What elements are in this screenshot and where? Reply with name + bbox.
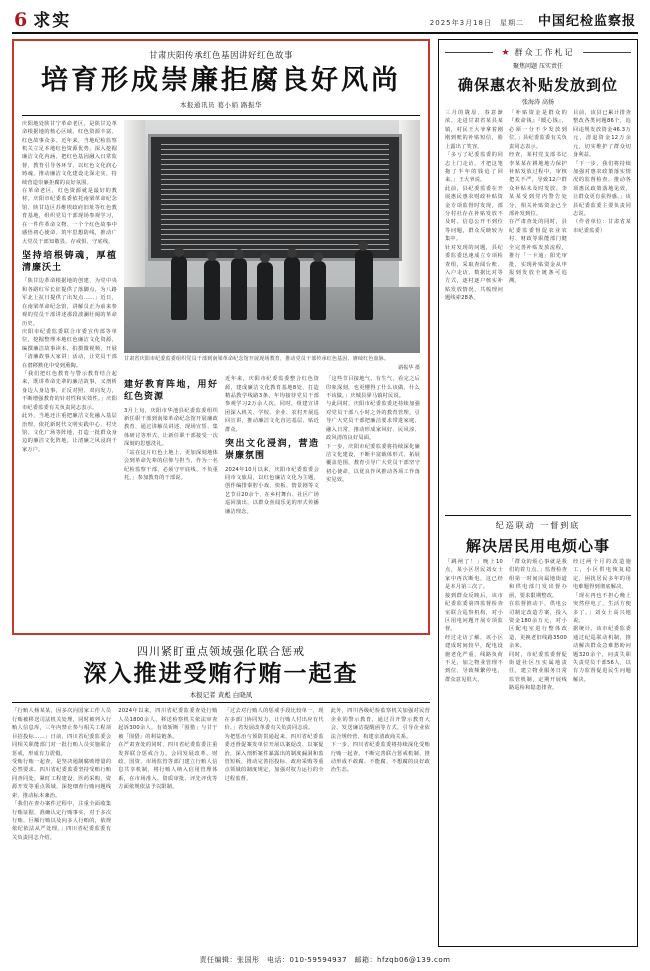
module-1-tag xyxy=(445,47,631,58)
feature-sub2-date: 3月上旬，庆阳市华池县纪委监委组织新任职干部到南梁革命纪念馆开展廉政教育，通过讲解员讲述、现场宣誓、集体研讨等形式，让新任职干部接受一次深刻的思想洗礼。 xyxy=(124,407,218,448)
module-1-para: 在严肃查处的同时，县纪委监委督促农业农村、财政等职能部门健全完善补贴发放流程，推行「一卡通」阳光审批，实现补贴资金从申报到发放全链条可追溯。 xyxy=(509,219,567,285)
page-number: 6 xyxy=(14,9,28,31)
page-footer: 责任编辑：张国彤 电话：010-59594937 邮箱：hfzqb06@139.com xyxy=(199,956,451,964)
feature-rule xyxy=(22,115,420,116)
module-divider xyxy=(445,515,631,516)
left-column xyxy=(12,39,430,947)
module-2-para: 据统计，该市纪委监委通过纪巡联动机制，推动解决群众急难愁盼问题320余个，问责失职失责党员干部56人，以有力监督促进民生问题解决。 xyxy=(573,626,631,683)
feature-column-a xyxy=(124,375,218,628)
photo-person xyxy=(310,261,326,320)
module-2-para: 接到群众反映后，该市纪委监委第四监督检查室联合巡察机构，对小区用电问题开展专项监督。 xyxy=(445,592,503,633)
article2-para: 「行贿人杨某某，因多次向国家工作人员行贿被移送司法机关处理，同时被列入行贿人信息库，三年内禁止参与相关工程项目招投标……」日前，四川省纪委监委会同相关职能部门对一批行贿人员实施联合惩戒，形成有力震慑。 xyxy=(12,708,112,757)
photo-people-group xyxy=(124,222,420,320)
module-1-para: 「多亏了纪委监委的同志上门走访，才把这笔拖了半年的钱追了回来。」王大爷说。 xyxy=(445,152,503,184)
module-1-para: 经查，某村党支部书记李某某在耕地地力保护补贴发放过程中，审核把关不严，导致12户群众补贴未及时发放。李某某受到党内警告处分，相关补贴资金已全部补发到位。 xyxy=(509,152,567,218)
feature-text-column-1 xyxy=(22,120,117,628)
feature-headline: 培育形成崇廉拒腐良好风尚 xyxy=(41,65,401,96)
star-icon: ★ xyxy=(501,48,512,58)
module-2-columns xyxy=(445,558,631,941)
module-1-para: 三月的陇原，春意渐浓。走进甘肃省某县某镇，村民王大爷拿着刚刚到账的补贴短信，脸上露出了笑容。 xyxy=(445,110,503,150)
article2-para: 「过去对行贿人的惩戒手段比较单一，现在多部门协同发力，让行贿人付出应有代价。」省发展改革委有关负责同志说。 xyxy=(224,708,324,732)
module-1-tag-label: 群众工作札记 xyxy=(514,48,575,57)
article2-headline: 深入推进受贿行贿一起查 xyxy=(83,660,359,687)
feature-photo-caption: 甘肃省庆阳市纪委监委组织党员干部到南梁革命纪念馆开展现场教育，推动党员干部传承红色基因、赓续红色血脉。 xyxy=(124,355,390,362)
article2-byline: 本报记者 黄彪 白晓凤 xyxy=(189,691,253,700)
article2-para: 受贿行贿一起查，是坚决遏制腐败增量的必然要求。四川省纪委监委坚持受贿行贿同查同处，紧盯工程建设、医药采购、资源开发等重点领域，深挖细查行贿问题线索，推动标本兼治。 xyxy=(12,758,112,799)
feature-sub2-para-1: 「站在这片红色土地上，更加深刻地体会到革命先辈的信仰与担当，作为一名纪检监察干部，必须守牢底线、不负重托。」参加教育的干部说。 xyxy=(124,449,218,481)
module-2-para: 「现在再也不担心晚上突然停电了，生活方便多了。」刘女士高兴地说。 xyxy=(573,592,631,624)
feature-para-2: 庆阳市纪委监委联合市委宣传部等单位，挖掘整理本地红色廉洁文化资源，编撰廉洁故事读本，拍摄微视频，开展「清廉故事大家讲」活动，让党员干部在潜移默化中受到熏陶。 xyxy=(22,328,117,369)
feature-photo xyxy=(124,120,420,353)
module-2-para: 「群众的烦心事就是我们的着力点。」监督检查组第一时间向属地街道和供电部门发出督办函，要求限期整改。 xyxy=(509,559,567,599)
right-module-1 xyxy=(445,45,631,509)
module-2-para: 同时，市纪委监委督促街道社区压实属地责任，建立物业服务日常监管机制，定期开展线路巡检和隐患排查。 xyxy=(509,651,567,692)
right-column xyxy=(438,39,638,947)
feature-sub3-para-4: 下一步，庆阳市纪委监委将持续深化廉洁文化建设，不断丰富载体形式、拓展覆盖范围，教育引导广大党员干部坚守初心使命，以优良作风推动各项工作落实见效。 xyxy=(326,443,420,484)
feature-photo-and-columns xyxy=(124,120,420,628)
module-1-para: 「下一步，我们将持续加强对惠农政策落实情况的监督检查，推动各项惠民政策落地见效，让群众更有获得感。」该县纪委监委主要负责同志说。 xyxy=(573,160,631,218)
feature-byline: 本报通讯员 葛小娟 路振华 xyxy=(179,100,263,109)
article2-para: 此外，四川各级纪检监察机关加强对民营企业的警示教育，通过召开警示教育大会、发送廉洁提醒函等方式，引导企业依法合规经营，构建亲清政商关系。 xyxy=(330,708,430,740)
feature-column-b xyxy=(225,375,319,628)
feature-para-1: 「陕甘边革命根据地的创建，为党中央和各路红军长征提供了落脚点，为八路军北上抗日提供了出发点……」近日，在南梁革命纪念馆，讲解员正为前来参观的党员干部讲述那段波澜壮阔的革命历史。 xyxy=(22,278,117,327)
feature-photo-credit: 路振华 摄 xyxy=(398,365,420,372)
article2-column-3 xyxy=(225,707,324,947)
module-2-para: 「跳闸了！」晚上10点，某小区居民刘女士家中再次断电，这已经是本月第三次了。 xyxy=(445,559,503,591)
feature-sub3-para-2: 「这些节目接地气、有生气，看完之后印象深刻，也更懂得了什么该做、什么不该做。」庆城县驿马镇村民说。 xyxy=(326,376,420,400)
photo-person xyxy=(231,258,247,320)
photo-person xyxy=(355,250,373,320)
feature-sub3-para-3: 与此同时，庆阳市纪委监委还持续加强对党员干部八小时之外的教育管理，引导广大党员干部把廉洁要求带进家庭、融入日常，推动形成家风好、民风淳、政风清的良好局面。 xyxy=(326,401,420,442)
module-1-column-1 xyxy=(445,109,503,509)
article2-kicker: 四川紧盯重点领域强化联合惩戒 xyxy=(137,645,305,658)
feature-subhead-2: 建好教育阵地，用好红色资源 xyxy=(124,380,218,402)
secondary-article xyxy=(12,643,430,947)
module-1-headline: 确保惠农补贴发放到位 xyxy=(457,76,618,94)
module-2-column-1 xyxy=(445,558,503,941)
article2-column-2 xyxy=(118,707,217,947)
feature-article xyxy=(12,39,430,635)
article2-column-4 xyxy=(331,707,430,947)
article2-para: 「我们在查办案件过程中，注重全面收集行贿证据，准确认定行贿事实，对于多次行贿、巨额行贿以及向多人行贿的，依规依纪依法从严处理。」四川省纪委监委有关负责同志介绍。 xyxy=(12,801,112,841)
module-1-para: 针对发现的问题，县纪委监委迅速成立专项检查组，采取查阅台账、入户走访、数据比对等方式，逐村逐户核实补贴发放情况，共梳理问题线索28条。 xyxy=(445,244,503,302)
masthead xyxy=(12,0,638,34)
feature-lower-columns xyxy=(124,375,420,628)
module-1-column-3 xyxy=(573,109,631,509)
module-2-headline: 解决居民用电烦心事 xyxy=(465,537,610,555)
module-2-column-3 xyxy=(573,558,631,941)
masthead-left xyxy=(14,11,71,30)
feature-sub3-para-1: 2024年10月以来，庆阳市纪委监委会同市文旅局，以红色廉洁文化为主题，创作编排秦腔小戏、快板、情景剧等文艺节目20余个，在乡村舞台、社区广场巡回演出，以群众喜闻乐见的形式传播廉洁理念。 xyxy=(225,466,319,515)
module-1-para: 目前，该县已累计排查整改各类问题86个，追回违规发放资金46.3万元，清退资金12万余元，切实维护了群众切身利益。 xyxy=(573,110,631,159)
issue-date: 2025年3月18日 星期二 xyxy=(429,19,524,27)
module-2-para: 经过走访了解，该小区建成时间较早，配电设施老化严重，线路负荷不足，加之物业管理不到位，导致频繁停电，群众意见很大。 xyxy=(445,634,503,683)
article2-columns xyxy=(12,702,430,947)
feature-subhead-3: 突出文化浸润，营造崇廉氛围 xyxy=(225,439,319,461)
feature-kicker: 甘肃庆阳传承红色基因讲好红色故事 xyxy=(148,51,293,61)
feature-subhead-1: 坚持培根铸魂，厚植清廉沃土 xyxy=(22,251,117,273)
article2-para: 下一步，四川省纪委监委将持续深化受贿行贿一起查，不断完善联合惩戒机制，推动形成不敢腐、不能腐、不想腐的良好政治生态。 xyxy=(330,742,430,774)
photo-person xyxy=(204,260,220,320)
module-2-para: 经过两个月的改造施工，小区供电恢复稳定，困扰居民多年的用电难题得到彻底解决。 xyxy=(573,559,631,591)
module-1-para: 「补贴资金是群众的『救命钱』『暖心钱』，必须一分不少发放到位。」县纪委监委有关负责同志表示。 xyxy=(509,110,567,150)
module-1-kicker: 聚焦问题 压实责任 xyxy=(513,63,563,70)
feature-body xyxy=(22,120,420,628)
feature-lead: 庆阳地处陕甘宁革命老区，是陕甘边革命根据地的核心区域，红色资源丰富、红色故事众多。近年来，当地纪检监察机关立足本地红色资源优势，深入挖掘廉洁文化内涵，把红色基因融入日常监督、教育引导各环节，以红色文化润心铸魂，推动廉洁文化建设走深走实，持续营造崇廉拒腐的良好氛围。 xyxy=(22,120,117,186)
article2-para: 为把惩治与预防贯通起来，四川省纪委监委还督促案发单位开展以案促改、以案促治，深入剖析案件暴露出的制度漏洞和监管短板，推动完善招投标、政府采购等重点领域的制度规定，加强对权力运行的全过程监督。 xyxy=(224,733,324,782)
module-1-para: 此前，县纪委监委在开展惠民惠农财政补贴资金专项监督时发现，部分村社存在补贴发放不及时、信息公开不到位等问题，群众反映较为集中。 xyxy=(445,185,503,243)
paper-name: 中国纪检监察报 xyxy=(537,14,636,29)
feature-para-4: 此外，当地还注重把廉洁文化融入基层治理，依托新时代文明实践中心、村史馆、文化广场等阵地，打造一批群众身边的廉洁文化阵地，让清廉之风浸润千家万户。 xyxy=(22,413,117,453)
module-1-columns xyxy=(445,109,631,509)
page-body xyxy=(12,39,638,947)
module-2-column-2 xyxy=(509,558,567,941)
article2-column-1 xyxy=(12,707,111,947)
right-module-2 xyxy=(445,520,631,941)
feature-column-c xyxy=(326,375,420,628)
article2-para: 2024年以来，四川省纪委监委查处行贿人员1800余人，移送检察机关依法审查起诉300余人，有效斩断「围猎」与甘于被「围猎」的利益链条。 xyxy=(118,708,218,740)
article2-para: 在严肃查处的同时，四川省纪委监委注重发挥联合惩戒合力。会同发展改革、财政、国资、市场监管等部门建立行贿人信息共享机制，将行贿人纳入信用管理体系，在市场准入、资质审批、评先评优等方面依规依法予以限制。 xyxy=(118,742,218,791)
module-1-byline: 张海涛 高扬 xyxy=(522,99,554,106)
photo-person xyxy=(284,257,300,320)
module-1-credit: （作者单位：甘肃省某市纪委监委） xyxy=(573,219,631,234)
section-title: 求实 xyxy=(33,11,72,31)
photo-person xyxy=(171,256,187,320)
module-1-column-2 xyxy=(509,109,567,509)
feature-sub2-para-2: 近年来，庆阳市纪委监委整合红色资源，建成廉洁文化教育基地8处，打造精品教学线路3条，年均接待党员干部参观学习2万余人次。同时，组建宣讲团深入机关、学校、企业、农村开展巡回宣讲，推动廉洁文化直达基层、贴近群众。 xyxy=(225,376,319,433)
feature-lead-2: 在革命老区，红色资源就是最好的教材。庆阳市纪委监委依托南梁革命纪念馆、陕甘边区苏维埃政府旧址等红色教育基地，组织党员干部现场参观学习，在一件件革命文物、一个个红色故事中感悟初心使命、筑牢思想防线，推动广大党员干部知敬畏、存戒惧、守底线。 xyxy=(22,188,117,245)
module-2-tag: 纪巡联动 一督到底 xyxy=(495,521,581,530)
feature-para-3: 「我们把红色教育与警示教育结合起来，既讲革命先辈的廉洁故事，又剖析身边人身边事，正反对照、双向发力，不断增强教育的针对性和实效性。」庆阳市纪委监委有关负责同志表示。 xyxy=(22,371,117,411)
module-2-para: 在监督推动下，供电公司制定改造方案，投入资金180余万元，对小区配电室进行整体改造，更换老旧线路3500余米。 xyxy=(509,601,567,650)
photo-person xyxy=(257,262,273,320)
